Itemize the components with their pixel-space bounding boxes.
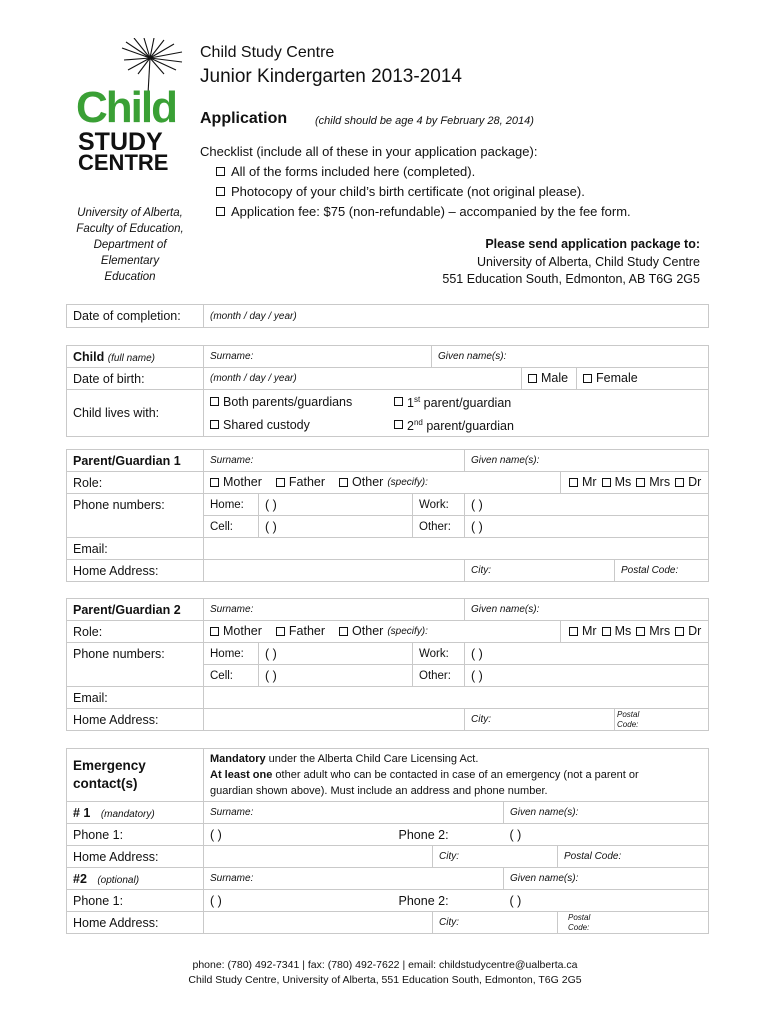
ordinal-number: 2 [407, 419, 414, 434]
option-label: Mother [223, 624, 262, 639]
emergency-label [67, 749, 204, 802]
ordinal-suffix: nd [413, 418, 423, 428]
checkbox-icon[interactable] [675, 627, 684, 636]
option-label: Mr [582, 624, 597, 639]
city-field[interactable]: City: [465, 560, 615, 582]
home-phone-field[interactable]: ( ) [259, 643, 413, 665]
logo-child-text: Child [76, 83, 176, 132]
mrs-option[interactable] [636, 624, 670, 638]
ordinal-number: 1 [407, 396, 414, 411]
contact2-label [67, 868, 204, 890]
emergency-table [66, 748, 709, 934]
guardian2-table [66, 598, 709, 731]
home-phone-field[interactable]: ( ) [259, 494, 413, 516]
contact2-address-field[interactable] [204, 912, 433, 934]
guardian2-label: Parent/Guardian 2 [67, 599, 204, 621]
role-options [204, 621, 561, 643]
option-label: Mrs [649, 624, 671, 639]
contact1-address-label: Home Address: [67, 846, 204, 868]
checkbox-icon[interactable] [216, 207, 225, 216]
postal-code-field[interactable] [615, 709, 709, 731]
child-table [66, 345, 709, 437]
contact2-phone2-label: Phone 2: [393, 890, 504, 912]
child-label [67, 346, 204, 368]
child-label-text: Child [73, 349, 105, 364]
postal-label-line: Postal [568, 912, 591, 922]
email-field[interactable] [204, 538, 709, 560]
emergency-label-line: Emergency [73, 758, 146, 773]
contact2-phone2-field[interactable]: ( ) [504, 890, 709, 912]
contact2-phone1-field[interactable]: ( ) [204, 890, 393, 912]
note-text: under the Alberta Child Care Licensing Act. [265, 753, 479, 765]
contact1-label [67, 802, 204, 824]
guardian1-label: Parent/Guardian 1 [67, 450, 204, 472]
dr-option[interactable] [675, 624, 701, 638]
checklist-item[interactable] [216, 164, 475, 179]
checkbox-icon[interactable] [675, 478, 684, 487]
mailing-line: University of Alberta, Child Study Centre [476, 254, 700, 269]
checkbox-icon[interactable] [636, 478, 645, 487]
option-label [407, 390, 511, 413]
female-option[interactable] [577, 368, 709, 390]
option-label: Shared custody [223, 417, 310, 432]
option-label: Father [288, 475, 326, 490]
contact1-phone2-label: Phone 2: [393, 824, 504, 846]
affiliation-line: Department of [93, 239, 167, 251]
checklist-item-label: All of the forms included here (completed). [231, 164, 476, 179]
contact1-phone1-label: Phone 1: [67, 824, 204, 846]
checkbox-icon[interactable] [569, 478, 578, 487]
mailing-address [442, 236, 700, 289]
option-label: Both parents/guardians [223, 394, 353, 409]
role-label: Role: [67, 621, 204, 643]
dob-label: Date of birth: [67, 368, 204, 390]
checklist-item[interactable] [216, 204, 631, 219]
checkbox-icon[interactable] [276, 478, 285, 487]
completion-table [66, 304, 709, 328]
note-text: guardian shown above). Must include an address and phone number. [210, 785, 548, 797]
contact1-postal-field[interactable]: Postal Code: [558, 846, 709, 868]
checkbox-icon[interactable] [602, 478, 611, 487]
checkbox-icon[interactable] [636, 627, 645, 636]
ordinal-suffix: st [413, 395, 421, 404]
mailing-heading: Please send application package to: [485, 237, 700, 251]
checkbox-icon[interactable] [216, 187, 225, 196]
postal-code-field[interactable]: Postal Code: [615, 560, 709, 582]
university-affiliation [60, 205, 200, 285]
option-label: Ms [614, 475, 632, 490]
address-field[interactable] [204, 709, 465, 731]
checkbox-icon[interactable] [583, 374, 592, 383]
section-title: Application [200, 110, 288, 127]
other-phone-field[interactable]: ( ) [465, 665, 709, 687]
work-phone-field[interactable]: ( ) [465, 494, 709, 516]
option-label: Father [288, 624, 326, 639]
logo-study-text: STUDY [78, 128, 163, 156]
contact2-surname-field[interactable]: Surname: [204, 868, 504, 890]
dr-option[interactable] [675, 475, 701, 489]
footer-contact-line: phone: (780) 492-7341 | fax: (780) 492-7622 | email: childstudycentre@ualberta.ca [192, 959, 578, 971]
checkbox-icon[interactable] [528, 374, 537, 383]
contact1-surname-field[interactable]: Surname: [204, 802, 504, 824]
female-label: Female [596, 371, 638, 386]
both-parents-option[interactable] [210, 392, 380, 412]
contact-number: #2 [73, 871, 87, 886]
work-phone-field[interactable]: ( ) [465, 643, 709, 665]
checklist-heading: Checklist (include all of these in your application package): [200, 144, 538, 159]
specify-note: (specify): [387, 476, 428, 488]
lives-with-label: Child lives with: [67, 390, 204, 437]
checkbox-icon[interactable] [394, 420, 403, 429]
mr-option[interactable] [569, 624, 597, 638]
work-phone-label: Work: [413, 643, 465, 665]
checkbox-icon[interactable] [339, 627, 348, 636]
option-label: Dr [688, 475, 702, 490]
mother-option[interactable] [210, 624, 262, 638]
contact1-phone1-field[interactable]: ( ) [204, 824, 393, 846]
org-name: Child Study Centre [200, 44, 335, 61]
checklist-item-label: Application fee: $75 (non-refundable) – accompanied by the fee form. [231, 204, 631, 219]
contact2-address-label: Home Address: [67, 912, 204, 934]
footer-address-line: Child Study Centre, University of Alberta, 551 Education South, Edmonton, T6G 2G5 [188, 974, 582, 986]
option-label: Ms [614, 624, 632, 639]
postal-label-line: Code: [568, 922, 590, 932]
cell-phone-field[interactable]: ( ) [259, 665, 413, 687]
contact1-phone2-field[interactable]: ( ) [504, 824, 709, 846]
checkbox-icon[interactable] [569, 627, 578, 636]
contact2-given-field[interactable]: Given name(s): [504, 868, 709, 890]
cell-phone-field[interactable]: ( ) [259, 516, 413, 538]
affiliation-line: Education [104, 271, 156, 283]
email-label: Email: [67, 687, 204, 709]
checkbox-icon[interactable] [210, 420, 219, 429]
option-label: Other [352, 624, 384, 639]
address-label: Home Address: [67, 560, 204, 582]
checkbox-icon[interactable] [210, 627, 219, 636]
male-label: Male [541, 371, 569, 386]
contact-number: # 1 [73, 805, 91, 820]
contact-note: (optional) [97, 874, 140, 886]
checklist-item[interactable] [216, 184, 585, 199]
checkbox-icon[interactable] [602, 627, 611, 636]
mother-option[interactable] [210, 475, 262, 489]
first-parent-option[interactable] [394, 390, 511, 413]
contact1-city-field[interactable]: City: [433, 846, 558, 868]
checkbox-icon[interactable] [210, 397, 219, 406]
title-options [561, 472, 709, 494]
emergency-label-line: contact(s) [73, 776, 138, 791]
mr-option[interactable] [569, 475, 597, 489]
address-label: Home Address: [67, 709, 204, 731]
email-label: Email: [67, 538, 204, 560]
checklist-item-label: Photocopy of your child’s birth certificate (not original please). [231, 184, 585, 199]
guardian2-surname-field[interactable]: Surname: [204, 599, 465, 621]
age-note: (child should be age 4 by February 28, 2014) [315, 115, 534, 127]
affiliation-line: University of Alberta, [77, 207, 183, 219]
other-role-option[interactable] [339, 624, 428, 638]
contact2-postal-field[interactable] [558, 912, 709, 934]
work-phone-label: Work: [413, 494, 465, 516]
other-phone-label: Other: [413, 516, 465, 538]
affiliation-line: Elementary [100, 255, 160, 267]
other-phone-label: Other: [413, 665, 465, 687]
home-phone-label: Home: [204, 494, 259, 516]
checkbox-icon[interactable] [339, 478, 348, 487]
checkbox-icon[interactable] [216, 167, 225, 176]
affiliation-line: Faculty of Education, [76, 223, 184, 235]
option-label [407, 413, 514, 436]
city-field[interactable]: City: [465, 709, 615, 731]
second-parent-option[interactable] [394, 413, 514, 436]
logo [70, 38, 190, 178]
option-text: parent/guardian [422, 419, 514, 434]
specify-note: (specify): [387, 625, 428, 637]
home-phone-label: Home: [204, 643, 259, 665]
cell-phone-label: Cell: [204, 665, 259, 687]
completion-label: Date of completion: [67, 305, 204, 328]
contact2-phone1-label: Phone 1: [67, 890, 204, 912]
contact1-address-field[interactable] [204, 846, 433, 868]
note-text: other adult who can be contacted in case of an emergency (not a parent or [272, 769, 639, 781]
option-label: Mother [223, 475, 262, 490]
logo-centre-text: CENTRE [78, 150, 169, 175]
option-label: Mr [582, 475, 597, 490]
page-title: Junior Kindergarten 2013-2014 [200, 66, 462, 87]
role-options [204, 472, 561, 494]
guardian1-table [66, 449, 709, 582]
note-bold: Mandatory [210, 753, 266, 765]
mailing-line: 551 Education South, Edmonton, AB T6G 2G5 [442, 272, 700, 286]
option-label: Dr [688, 624, 702, 639]
phones-label: Phone numbers: [67, 643, 204, 687]
dob-field[interactable]: (month / day / year) [204, 368, 522, 390]
child-surname-field[interactable]: Surname: [204, 346, 432, 368]
contact1-given-field[interactable]: Given name(s): [504, 802, 709, 824]
phones-label: Phone numbers: [67, 494, 204, 538]
option-label: Other [352, 475, 384, 490]
option-label: Mrs [649, 475, 671, 490]
guardian1-given-field[interactable]: Given name(s): [465, 450, 709, 472]
checkbox-icon[interactable] [210, 478, 219, 487]
ms-option[interactable] [602, 624, 632, 638]
father-option[interactable] [276, 475, 325, 489]
cell-phone-label: Cell: [204, 516, 259, 538]
guardian2-given-field[interactable]: Given name(s): [465, 599, 709, 621]
guardian1-surname-field[interactable]: Surname: [204, 450, 465, 472]
child-given-field[interactable]: Given name(s): [432, 346, 709, 368]
note-bold: At least one [210, 769, 273, 781]
other-phone-field[interactable]: ( ) [465, 516, 709, 538]
emergency-note [204, 749, 709, 802]
other-role-option[interactable] [339, 475, 428, 489]
role-label: Role: [67, 472, 204, 494]
ms-option[interactable] [602, 475, 632, 489]
email-field[interactable] [204, 687, 709, 709]
male-option[interactable] [522, 368, 577, 390]
footer [0, 958, 770, 988]
contact-note: (mandatory) [100, 808, 155, 820]
address-field[interactable] [204, 560, 465, 582]
father-option[interactable] [276, 624, 325, 638]
mrs-option[interactable] [636, 475, 670, 489]
checkbox-icon[interactable] [394, 397, 403, 406]
contact2-city-field[interactable]: City: [433, 912, 558, 934]
postal-label-line: Code: [617, 719, 639, 729]
lives-with-options [204, 390, 709, 437]
completion-date-field[interactable]: (month / day / year) [204, 305, 709, 328]
checkbox-icon[interactable] [276, 627, 285, 636]
title-options [561, 621, 709, 643]
child-label-note: (full name) [107, 352, 155, 364]
option-text: parent/guardian [420, 396, 512, 411]
postal-label-line: Postal [617, 709, 640, 719]
shared-custody-option[interactable] [210, 415, 380, 435]
